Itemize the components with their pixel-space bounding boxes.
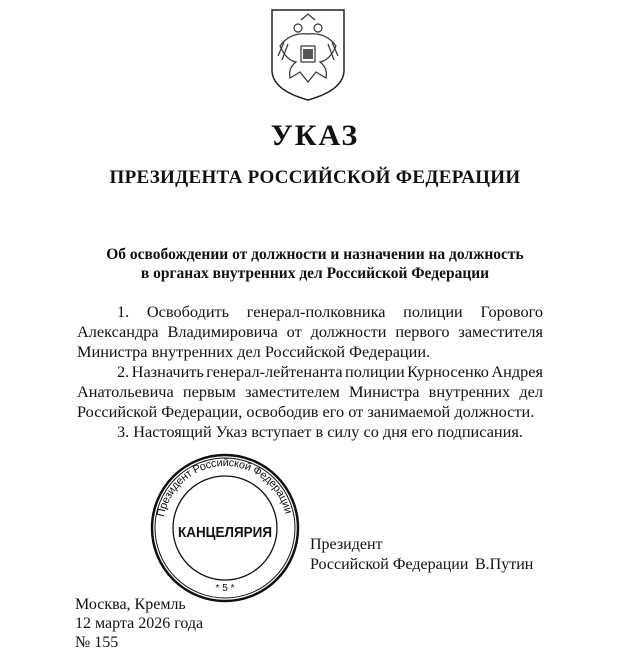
heading-line-2: в органах внутренних дел Российской Федерации (140, 265, 490, 282)
stamp-number: * 5 * (215, 583, 235, 594)
decree-number: № 155 (75, 634, 119, 651)
body-line: Российской Федерации, освободив его от занимаемой должности. (77, 402, 535, 421)
body-line: Анатольевича первым заместителем Министра внутренних дел (77, 382, 543, 401)
body-line: Министра внутренних дел Российской Федерации. (77, 342, 431, 361)
chancellery-stamp (150, 453, 300, 603)
body-line: 1. Освободить генерал-полковника полиции Горового (117, 302, 543, 321)
emblem-icon (270, 8, 346, 102)
stamp-ring-text: Президент Российской Федерации (155, 456, 295, 518)
signing-place: Москва, Кремль (75, 596, 186, 613)
heading-line-1: Об освобождении от должности и назначении на должность (106, 246, 524, 263)
signing-date: 12 марта 2026 года (75, 615, 204, 632)
body-line: Александра Владимировича от должности первого заместителя (77, 322, 543, 341)
signature-role-line-2: Российской Федерации (310, 556, 469, 573)
stamp-center-text: КАНЦЕЛЯРИЯ (178, 524, 272, 541)
signature-name: В.Путин (475, 556, 534, 573)
body-line: 3. Настоящий Указ вступает в силу со дня его подписания. (117, 422, 523, 441)
body-line: 2. Назначить генерал-лейтенанта полиции Курносенко Андрея (117, 362, 543, 381)
signature-role-line-1: Президент (310, 536, 383, 553)
document-title: УКАЗ (270, 119, 360, 152)
document-subtitle: ПРЕЗИДЕНТА РОССИЙСКОЙ ФЕДЕРАЦИИ (109, 167, 521, 188)
